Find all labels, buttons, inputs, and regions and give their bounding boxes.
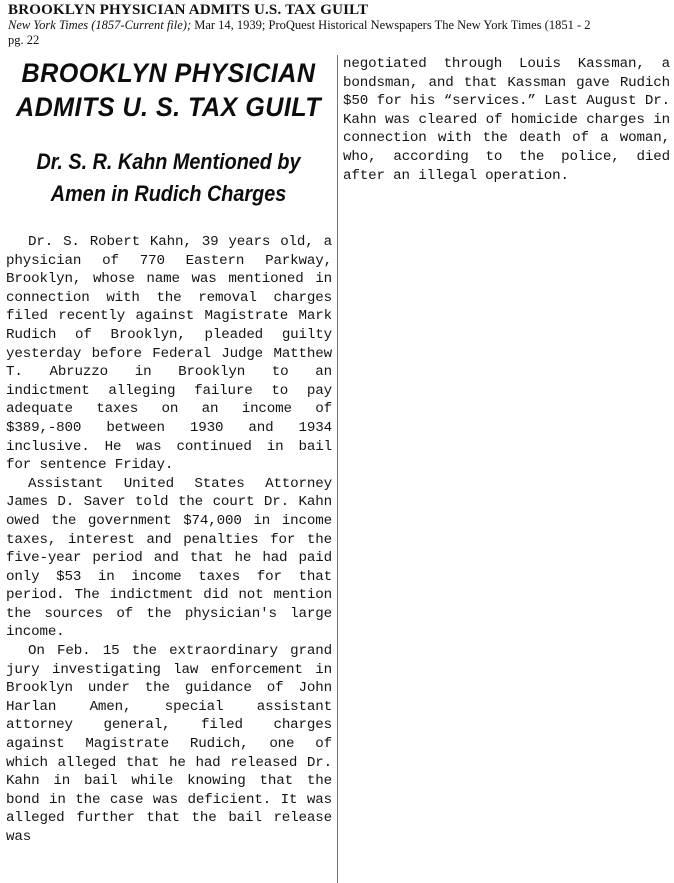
article-continuation: negotiated through Louis Kassman, a bondsman, and that Kassman gave Rudich $50 for his “services.” Last August Dr. Kahn was cleared of homicide charges in connection with the death of a woman, who, according to the police, died after an illegal operation. (343, 56, 670, 184)
subheadline-line-2: Amen in Rudich Charges (50, 181, 287, 206)
column-divider (337, 55, 338, 883)
source-publication: New York Times (1857-Current file); (8, 18, 192, 32)
article-paragraph-3: On Feb. 15 the extraordinary grand jury investigating law enforcement in Brooklyn under the guidance of John Harlan Amen, special assistant attorney general, filed charges against Magistrate Rudich, one of which alleged that he had released Dr. Kahn in bail while knowing that the bond in the case was deficient. It was alleged further that the bail release was (6, 643, 332, 845)
headline (12, 56, 325, 124)
subheadline-line-1: Dr. S. R. Kahn Mentioned by (36, 149, 301, 174)
headline-line-2: ADMITS U. S. TAX GUILT (15, 92, 322, 122)
page-number: pg. 22 (8, 33, 40, 47)
article-paragraph-2: Assistant United States Attorney James D. Saver told the court Dr. Kahn owed the government $74,000 in income taxes, interest and penalties for the five-year period and that he had paid only $53 in income taxes for that period. The indictment did not mention the sources of the physician's large income. (6, 475, 332, 641)
article-paragraph-1: Dr. S. Robert Kahn, 39 years old, a physician of 770 Eastern Parkway, Brooklyn, whose name was mentioned in connection with the removal charges filed recently against Magistrate Mark Rudich of Brooklyn, pleaded guilty yesterday before Federal Judge Matthew T. Abruzzo in Brooklyn to an indictment alleging failure to pay adequate taxes on an income of $389,-800 between 1930 and 1934 inclusive. He was continued in bail for sentence Friday. (6, 234, 332, 474)
subheadline (17, 146, 320, 210)
article-body-right-column (343, 55, 670, 185)
document-title: BROOKLYN PHYSICIAN ADMITS U.S. TAX GUILT (8, 2, 369, 18)
source-citation (8, 18, 674, 33)
headline-line-1: BROOKLYN PHYSICIAN (21, 58, 316, 88)
source-details: Mar 14, 1939; ProQuest Historical Newspapers The New York Times (1851 - 2 (191, 18, 591, 32)
article-body-left-column (6, 233, 332, 847)
